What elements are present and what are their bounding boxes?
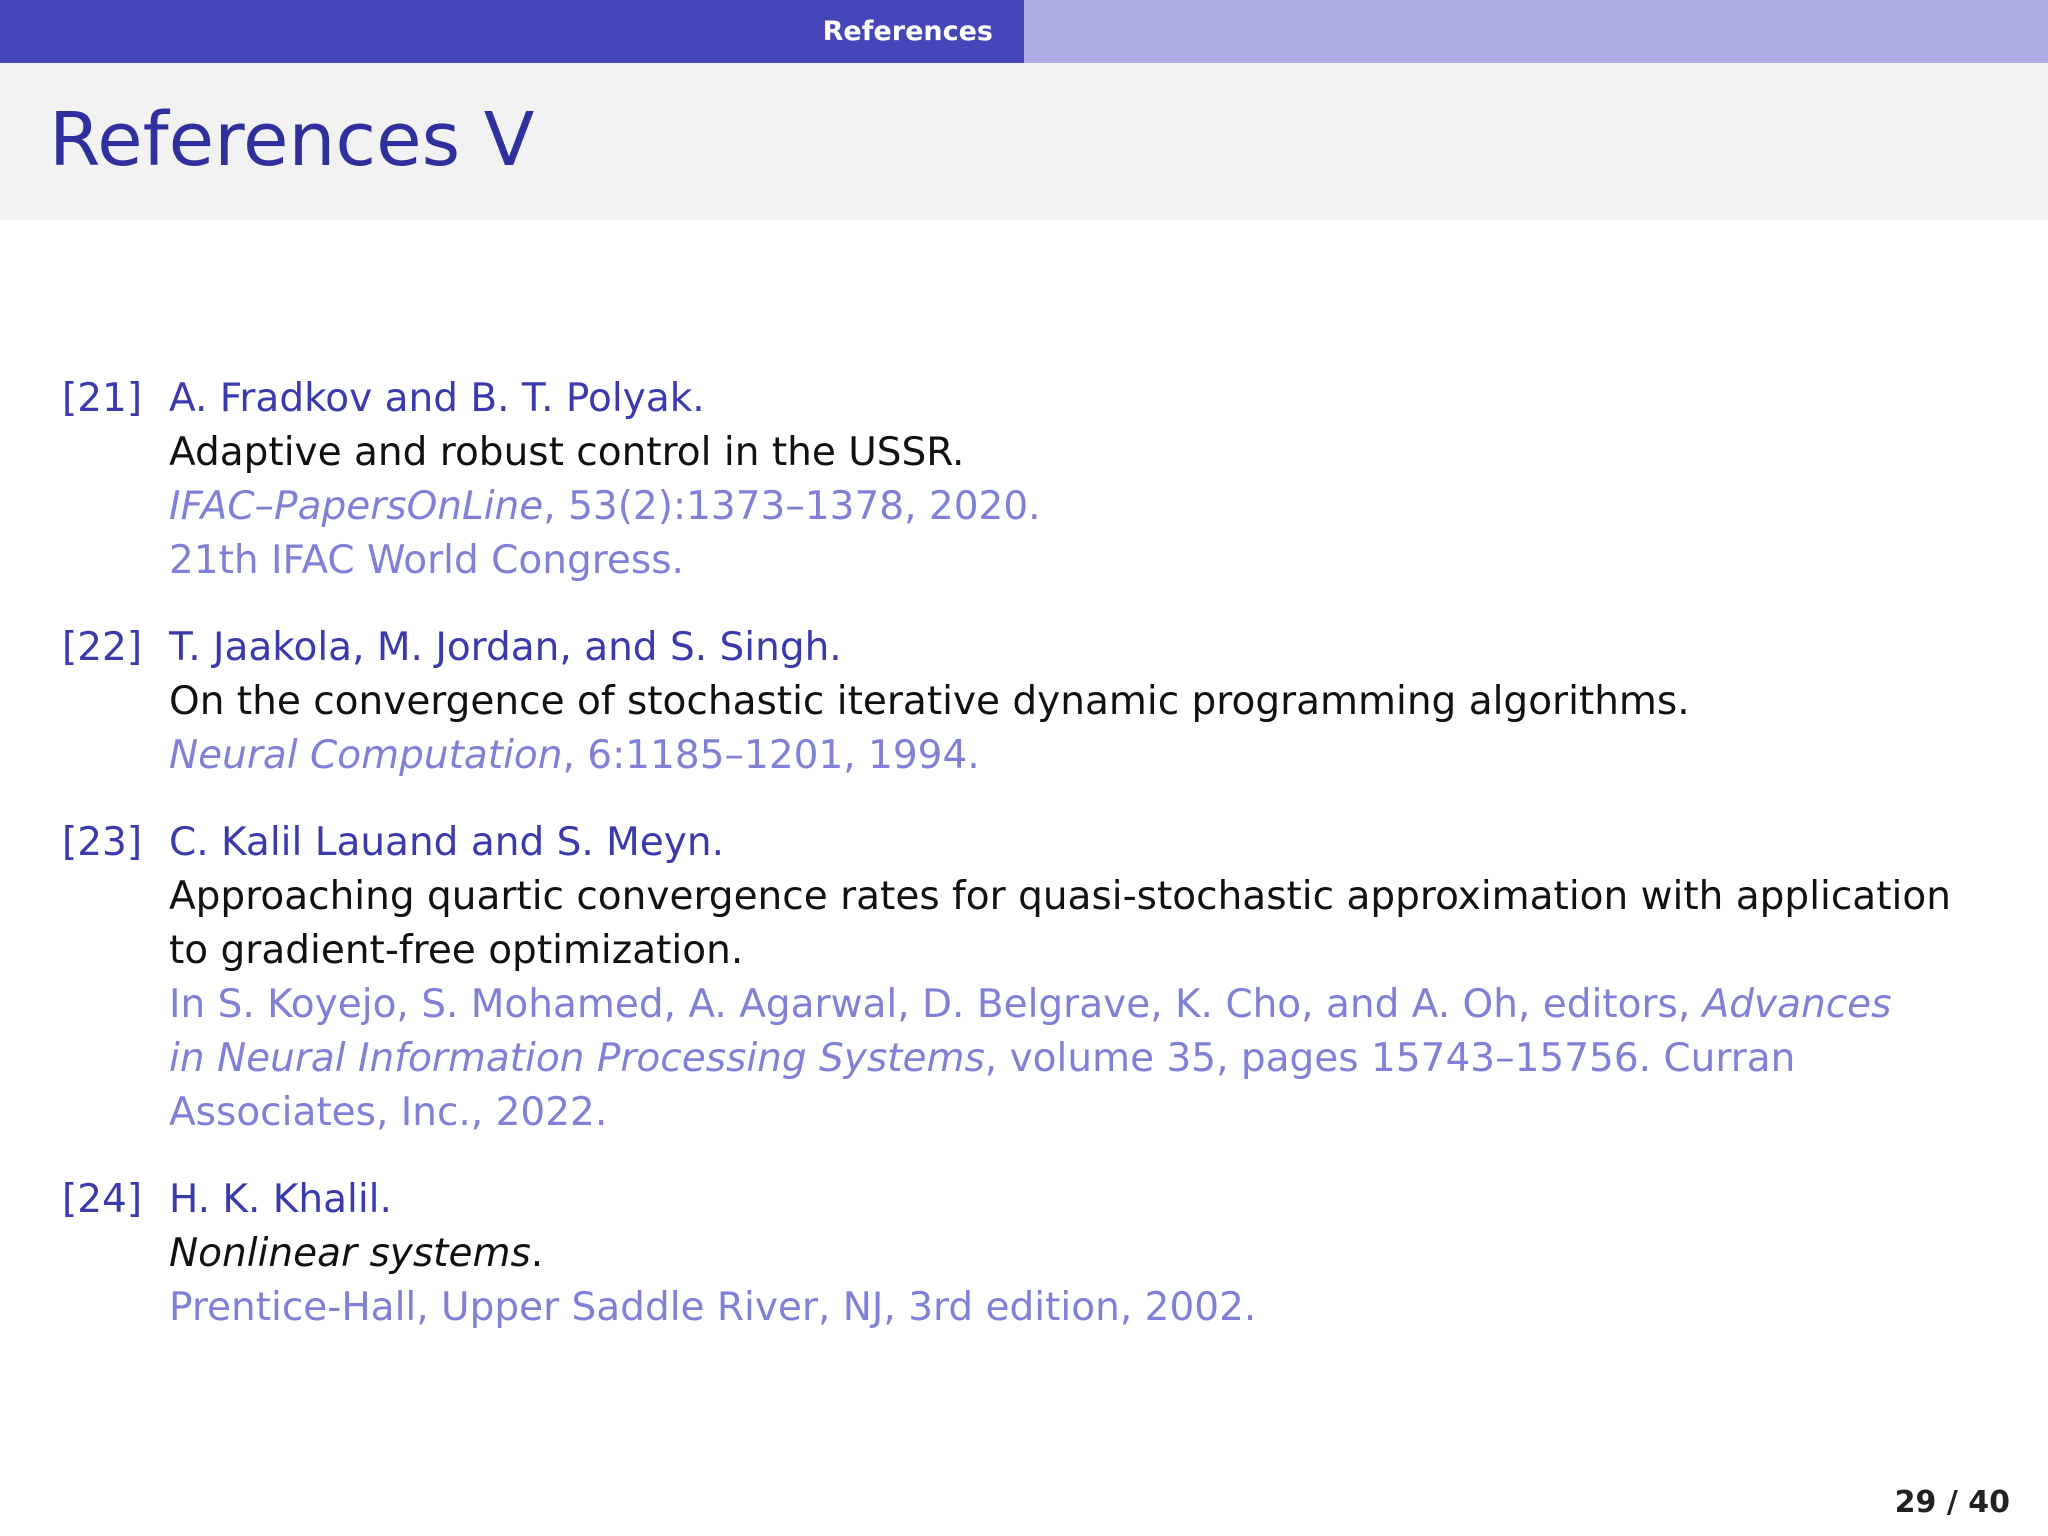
reference-title: [169, 1227, 2002, 1281]
reference-list: [62, 372, 2002, 1368]
section-nav-empty: [1024, 0, 2048, 63]
reference-item: [62, 372, 2002, 588]
page-number: 29 / 40: [1894, 1485, 2010, 1520]
reference-number: [21]: [62, 376, 143, 421]
reference-publication-line: [169, 1032, 2002, 1086]
reference-publication: [169, 480, 2002, 534]
reference-journal: Neural Computation: [169, 733, 563, 778]
reference-title-line: Approaching quartic convergence rates for quasi-stochastic approximation with application: [169, 874, 1951, 919]
reference-authors: A. Fradkov and B. T. Polyak.: [169, 376, 705, 421]
slide-title: References V: [49, 97, 535, 183]
navigation-bar: [0, 0, 2048, 63]
reference-title: Adaptive and robust control in the USSR.: [169, 430, 965, 475]
reference-publisher: Prentice-Hall, Upper Saddle River, NJ, 3rd edition, 2002.: [169, 1285, 1257, 1330]
reference-details: , volume 35, pages 15743–15756. Curran: [984, 1036, 1796, 1081]
reference-title-punct: .: [530, 1231, 544, 1276]
reference-title-line: to gradient-free optimization.: [169, 928, 744, 973]
reference-book-title: Advances: [1702, 982, 1892, 1027]
title-bar: [0, 63, 2048, 220]
reference-book-title: in Neural Information Processing Systems: [169, 1036, 985, 1081]
reference-authors: H. K. Khalil.: [169, 1177, 392, 1222]
reference-number: [24]: [62, 1177, 143, 1222]
reference-details: , 53(2):1373–1378, 2020.: [543, 484, 1041, 529]
reference-item: [62, 1173, 2002, 1335]
reference-note: 21th IFAC World Congress.: [169, 538, 684, 583]
reference-item: [62, 816, 2002, 1140]
reference-item: [62, 621, 2002, 783]
reference-title: On the convergence of stochastic iterative dynamic programming algorithms.: [169, 679, 1690, 724]
reference-publication: [169, 729, 2002, 783]
section-label[interactable]: References: [822, 16, 993, 47]
reference-publication-line: Associates, Inc., 2022.: [169, 1090, 608, 1135]
reference-editors: In S. Koyejo, S. Mohamed, A. Agarwal, D. Belgrave, K. Cho, and A. Oh, editors,: [169, 982, 1703, 1027]
reference-publication-line: [169, 978, 2002, 1032]
reference-authors: C. Kalil Lauand and S. Meyn.: [169, 820, 724, 865]
reference-authors: T. Jaakola, M. Jordan, and S. Singh.: [169, 625, 842, 670]
section-nav-active[interactable]: [0, 0, 1024, 63]
reference-number: [23]: [62, 820, 143, 865]
reference-number: [22]: [62, 625, 143, 670]
reference-details: , 6:1185–1201, 1994.: [562, 733, 980, 778]
reference-book-title: Nonlinear systems: [169, 1231, 531, 1276]
reference-journal: IFAC–PapersOnLine: [169, 484, 544, 529]
